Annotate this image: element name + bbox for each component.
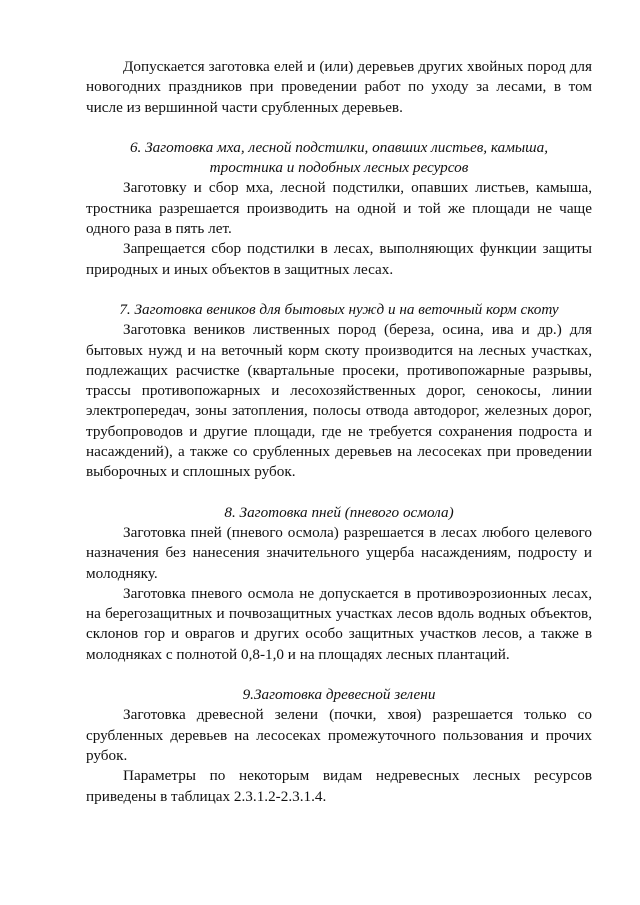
section-8-paragraph-1: Заготовка пней (пневого осмола) разрешается в лесах любого целевого назначения без нанесения значительного ущерба насаждениям, подросту и молодняку. [86, 523, 592, 582]
section-9-paragraph-2: Параметры по некоторым видам недревесных лесных ресурсов приведены в таблицах 2.3.1.2-2.3.1.4. [86, 767, 592, 805]
section-6-heading-line-2: тростника и подобных лесных ресурсов [209, 159, 469, 177]
section-6-heading-line-1: 6. Заготовка мха, лесной подстилки, опавших листьев, камыша, [129, 138, 549, 156]
section-6-paragraph-1: Заготовку и сбор мха, лесной подстилки, опавших листьев, камыша, тростника разрешается производить на одной и той же площади не чаще одного раза в пять лет. [86, 179, 592, 238]
section-9-paragraph-1: Заготовка древесной зелени (почки, хвоя) разрешается только со срубленных деревьев на лесосеках промежуточного пользования и прочих рубок. [86, 706, 592, 764]
section-6-paragraph-2: Запрещается сбор подстилки в лесах, выполняющих функции защиты природных и иных объектов в защитных лесах. [86, 240, 592, 278]
section-8-paragraph-2: Заготовка пневого осмола не допускается в противоэрозионных лесах, на берегозащитных и почвозащитных участках лесов вдоль водных объектов, склонов гор и оврагов и других особо защитных участков лесов, а также в молодняках с полнотой 0,8-1,0 и на площадях лесных плантаций. [86, 584, 592, 663]
section-7-heading: 7. Заготовка веников для бытовых нужд и на веточный корм скоту [119, 300, 559, 318]
section-9-heading: 9.Заготовка древесной зелени [242, 686, 436, 704]
spacer [86, 665, 592, 685]
spacer [86, 483, 592, 503]
spacer [86, 280, 592, 300]
spacer [86, 118, 592, 138]
section-8-heading: 8. Заготовка пней (пневого осмола) [224, 503, 454, 521]
section-6-heading [86, 138, 592, 179]
section-7-paragraph-1: Заготовка веников лиственных пород (береза, осина, ива и др.) для бытовых нужд и на веточный корм скоту производится на лесных участках, подлежащих расчистке (квартальные просеки, противопожарные разрывы, трассы противопожарных и лесохозяйственных дорог, сенокосы, линии электропередач, зоны затопления, полосы отвода автодорог, железных дорог, трубопроводов и другие площади, где не требуется сохранения подроста и насаждений), а также со срубленных деревьев на лесосеках при проведении выборочных и сплошных рубок. [86, 321, 592, 481]
paragraph-intro: Допускается заготовка елей и (или) деревьев других хвойных пород для новогодних праздников при проведении работ по уходу за лесами, в том числе из вершинной части срубленных деревьев. [86, 58, 592, 116]
document-body [86, 57, 592, 807]
